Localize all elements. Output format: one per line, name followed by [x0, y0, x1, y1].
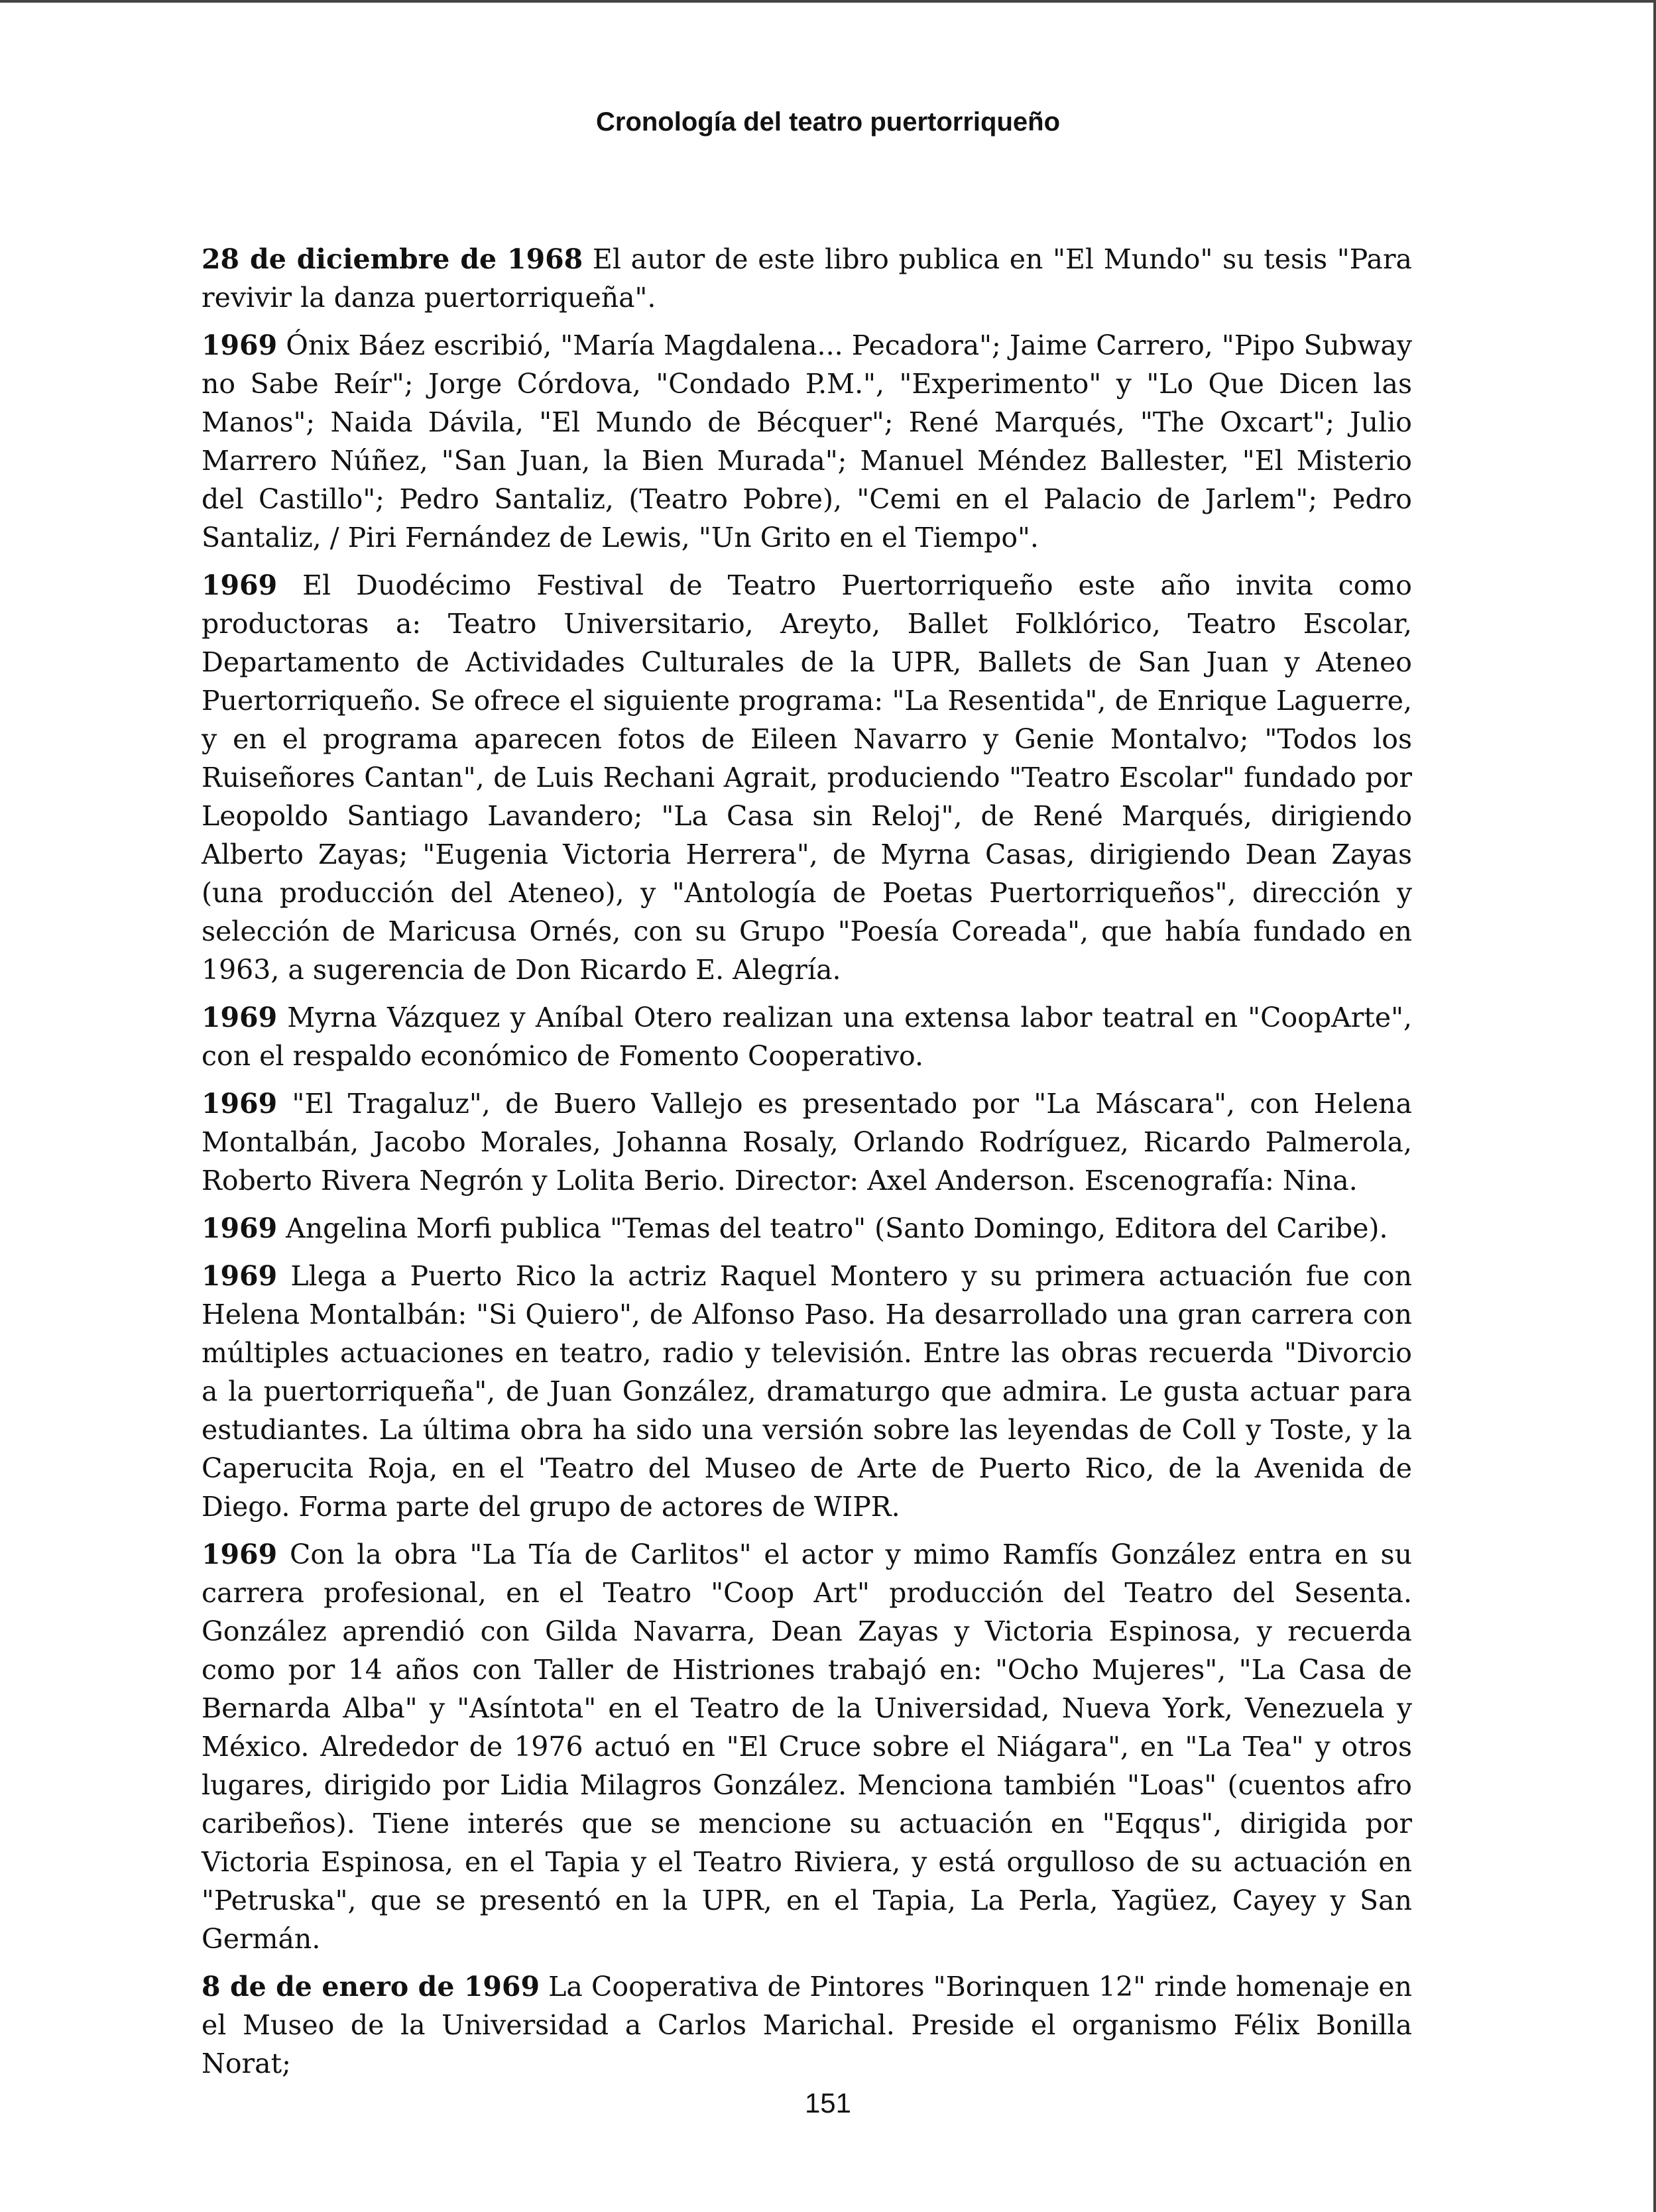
entry-date: 1969 — [202, 329, 278, 361]
entry-text: El Duodécimo Festival de Teatro Puertorriqueño este año invita como productoras a: Teatro Universitario, Areyto, Ballet Folklórico, Teatro Escolar, Departamento de Actividades Culturales de la UPR, Ballets de San Juan y Ateneo Puertorriqueño. Se ofrece el siguiente programa: "La Resentida", de Enrique Laguerre, y en el programa aparecen fotos de Eileen Navarro y Genie Montalvo; "Todos los Ruiseñores Cantan", de Luis Rechani Agrait, produciendo "Teatro Escolar" fundado por Leopoldo Santiago Lavandero; "La Casa sin Reloj", de René Marqués, dirigiendo Alberto Zayas; "Eugenia Victoria Herrera", de Myrna Casas, dirigiendo Dean Zayas (una producción del Ateneo), y "Antología de Poetas Puertorriqueños", dirección y selección de Maricusa Ornés, con su Grupo "Poesía Coreada", que había fundado en 1963, a sugerencia de Don Ricardo E. Alegría. — [202, 569, 1412, 986]
entry-date: 1969 — [202, 1260, 278, 1292]
chronology-body — [202, 240, 1412, 2092]
entry-text: La Cooperativa de Pintores "Borinquen 12" rinde homenaje en el Museo de la Universidad a Carlos Marichal. Preside el organismo Félix Bonilla Norat; — [202, 1971, 1412, 2079]
entry-date: 1969 — [202, 1002, 278, 1033]
chronology-entry — [202, 1967, 1412, 2083]
chronology-entry — [202, 326, 1412, 557]
chronology-entry — [202, 1535, 1412, 1958]
entry-date: 8 de de enero de 1969 — [202, 1971, 540, 2003]
entry-date: 1969 — [202, 1088, 278, 1120]
page-number: 151 — [804, 2087, 852, 2119]
entry-text: Myrna Vázquez y Aníbal Otero realizan una extensa labor teatral en "CoopArte", con el respaldo económico de Fomento Cooperativo. — [202, 1002, 1412, 1072]
running-title: Cronología del teatro puertorriqueño — [595, 107, 1061, 137]
entry-text: "El Tragaluz", de Buero Vallejo es presentado por "La Máscara", con Helena Montalbán, Jacobo Morales, Johanna Rosaly, Orlando Rodríguez, Ricardo Palmerola, Roberto Rivera Negrón y Lolita Berio. Director: Axel Anderson. Escenografía: Nina. — [202, 1088, 1412, 1196]
entry-text: Llega a Puerto Rico la actriz Raquel Montero y su primera actuación fue con Helena Montalbán: "Si Quiero", de Alfonso Paso. Ha desarrollado una gran carrera con múltiples actuaciones en teatro, radio y televisión. Entre las obras recuerda "Divorcio a la puertorriqueña", de Juan González, dramaturgo que admira. Le gusta actuar para estudiantes. La última obra ha sido una versión sobre las leyendas de Coll y Toste, y la Caperucita Roja, en el 'Teatro del Museo de Arte de Puerto Rico, de la Avenida de Diego. Forma parte del grupo de actores de WIPR. — [202, 1260, 1412, 1523]
chronology-entry — [202, 240, 1412, 317]
chronology-entry — [202, 566, 1412, 989]
chronology-entry — [202, 1084, 1412, 1200]
entry-text: Ónix Báez escribió, "María Magdalena... Pecadora"; Jaime Carrero, "Pipo Subway no Sabe Reír"; Jorge Córdova, "Condado P.M.", "Experimento" y "Lo Que Dicen las Manos"; Naida Dávila, "El Mundo de Bécquer"; René Marqués, "The Oxcart"; Julio Marrero Núñez, "San Juan, la Bien Murada"; Manuel Méndez Ballester, "El Misterio del Castillo"; Pedro Santaliz, (Teatro Pobre), "Cemi en el Palacio de Jarlem"; Pedro Santaliz, / Piri Fernández de Lewis, "Un Grito en el Tiempo". — [202, 329, 1412, 553]
entry-date: 28 de diciembre de 1968 — [202, 243, 583, 275]
chronology-entry — [202, 1209, 1412, 1248]
chronology-entry — [202, 1257, 1412, 1526]
entry-text: Angelina Morfi publica "Temas del teatro" (Santo Domingo, Editora del Caribe). — [286, 1212, 1388, 1244]
entry-date: 1969 — [202, 1539, 278, 1570]
entry-date: 1969 — [202, 1212, 278, 1244]
entry-text: El autor de este libro publica en "El Mundo" su tesis "Para revivir la danza puertorriqueña". — [202, 243, 1412, 314]
entry-text: Con la obra "La Tía de Carlitos" el actor y mimo Ramfís González entra en su carrera profesional, en el Teatro "Coop Art" producción del Teatro del Sesenta. González aprendió con Gilda Navarra, Dean Zayas y Victoria Espinosa, y recuerda como por 14 años con Taller de Histriones trabajó en: "Ocho Mujeres", "La Casa de Bernarda Alba" y "Asíntota" en el Teatro de la Universidad, Nueva York, Venezuela y México. Alrededor de 1976 actuó en "El Cruce sobre el Niágara", en "La Tea" y otros lugares, dirigido por Lidia Milagros González. Menciona también "Loas" (cuentos afro caribeños). Tiene interés que se mencione su actuación en "Eqqus", dirigida por Victoria Espinosa, en el Tapia y el Teatro Riviera, y está orgulloso de su actuación en "Petruska", que se presentó en la UPR, en el Tapia, La Perla, Yagüez, Cayey y San Germán. — [202, 1539, 1412, 1955]
entry-date: 1969 — [202, 569, 278, 601]
chronology-entry — [202, 998, 1412, 1075]
